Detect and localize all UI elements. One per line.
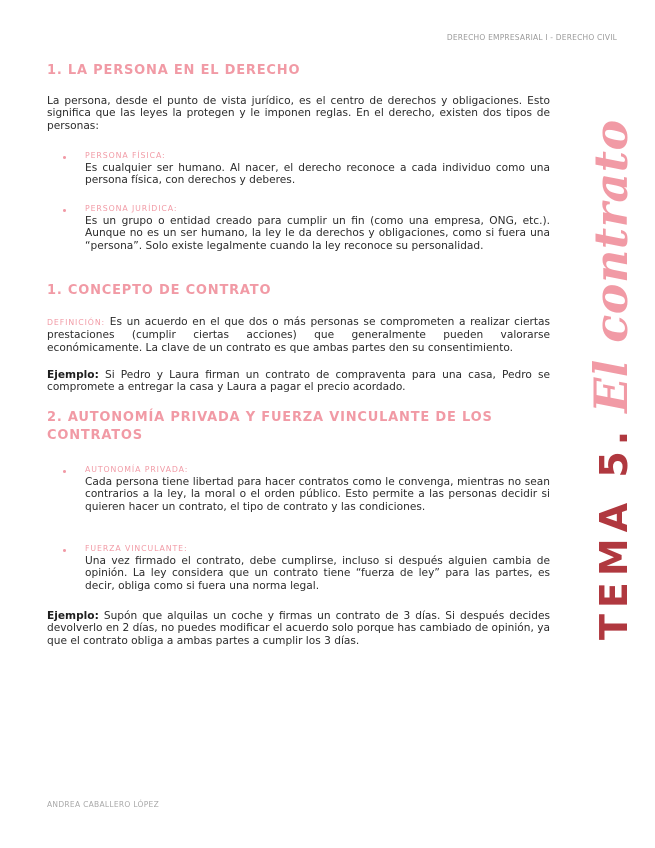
page-header: DERECHO EMPRESARIAL I - DERECHO CIVIL (446, 33, 617, 42)
bullet-label: FUERZA VINCULANTE: (85, 544, 188, 553)
example-paragraph-coche (47, 610, 550, 647)
section-heading-concepto: 1. CONCEPTO DE CONTRATO (47, 283, 272, 298)
bullet-text: Es cualquier ser humano. Al nacer, el derecho reconoce a cada individuo como una persona física, con derechos y deberes. (85, 162, 550, 187)
bullet-label: PERSONA JURÍDICA: (85, 204, 178, 213)
definition-text: Es un acuerdo en el que dos o más personas se comprometen a realizar ciertas prestaciones (cumplir ciertas acciones) que generalmente pueden valorarse económicamente. La clave de un contrato es que ambas partes den su consentimiento. (47, 316, 550, 354)
bullet-text: Es un grupo o entidad creado para cumplir un fin (como una empresa, ONG, etc.). Aunque no es un ser humano, la ley le da derechos y obligaciones, como si fuera una “persona”. Solo existe legalmente cuando la ley reconoce su personalidad. (85, 215, 550, 252)
definition-paragraph (47, 316, 550, 354)
side-title (584, 119, 646, 640)
example-label: Ejemplo: (47, 369, 99, 381)
page-footer: ANDREA CABALLERO LÓPEZ (47, 800, 160, 809)
side-title-contrato: El contrato (584, 119, 638, 413)
bullet-icon (63, 470, 66, 473)
bullet-icon (63, 549, 66, 552)
bullet-text: Una vez firmado el contrato, debe cumplirse, incluso si después alguien cambia de opinión. La ley considera que un contrato tiene “fuerza de ley” para las partes, es decir, obliga como si fuera una norma legal. (85, 555, 550, 592)
side-title-tema: TEMA 5. (592, 424, 636, 640)
bullet-text: Cada persona tiene libertad para hacer contratos como le convenga, mientras no sean contrarios a la ley, la moral o el orden público. Esto permite a las personas decidir si quieren hacer un contrato, el tipo de contrato y las condiciones. (85, 476, 550, 513)
definition-label: DEFINICIÓN: (47, 318, 106, 327)
example-label: Ejemplo: (47, 610, 99, 622)
section-heading-autonomia: 2. AUTONOMÍA PRIVADA Y FUERZA VINCULANTE DE LOS CONTRATOS (47, 410, 493, 443)
bullet-icon (63, 156, 66, 159)
bullet-icon (63, 209, 66, 212)
section-intro-persona: La persona, desde el punto de vista jurídico, es el centro de derechos y obligaciones. Esto significa que las leyes la protegen y le imponen reglas. En el derecho, existen dos tipos de personas: (47, 95, 550, 132)
section-heading-persona: 1. LA PERSONA EN EL DERECHO (47, 63, 301, 78)
bullet-label: AUTONOMÍA PRIVADA: (85, 465, 189, 474)
example-text: Si Pedro y Laura firman un contrato de compraventa para una casa, Pedro se compromete a entregar la casa y Laura a pagar el precio acordado. (47, 369, 551, 394)
bullet-label: PERSONA FÍSICA: (85, 151, 166, 160)
example-text: Supón que alquilas un coche y firmas un contrato de 3 días. Si después decides devolverlo en 2 días, no puedes modificar el acuerdo solo porque has cambiado de opinión, ya que el contrato obliga a ambas partes a cumplir los 3 días. (47, 610, 551, 647)
example-paragraph-compraventa (47, 369, 550, 394)
